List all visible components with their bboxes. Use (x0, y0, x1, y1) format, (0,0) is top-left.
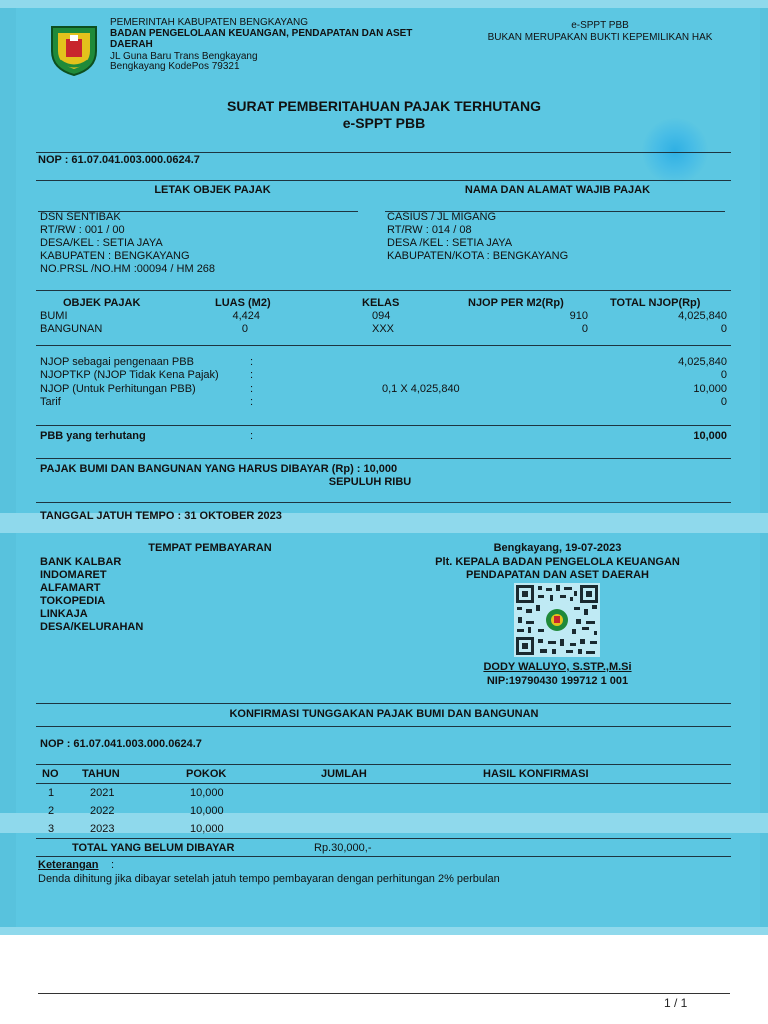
divider (36, 703, 731, 704)
divider (36, 726, 731, 727)
lower-band (0, 813, 768, 833)
calc-label: NJOP (Untuk Perhitungan PBB) (40, 383, 196, 395)
arrears-col-header: JUMLAH (321, 768, 367, 780)
doc-title: SURAT PEMBERITAHUAN PAJAK TERHUTANG (227, 98, 541, 114)
payment-place: BANK KALBAR (40, 556, 122, 568)
arrears-nop: NOP : 61.07.041.003.000.0624.7 (40, 738, 202, 750)
arrears-col-header: NO (42, 768, 59, 780)
address-line2: Bengkayang KodePos 79321 (110, 61, 240, 72)
address-line1: JL Guna Baru Trans Bengkayang (110, 51, 258, 62)
sign-place-date: Bengkayang, 19-07-2023 (493, 542, 622, 554)
payment-place: INDOMARET (40, 569, 107, 581)
cell: 4,025,840 (678, 310, 727, 322)
sign-title2: PENDAPATAN DAN ASET DAERAH (466, 569, 649, 581)
divider (36, 425, 731, 426)
taxpayer-heading: NAMA DAN ALAMAT WAJIB PAJAK (464, 184, 651, 196)
cell: 0 (581, 323, 588, 335)
cell: 0 (241, 323, 248, 335)
calc-value: 10,000 (693, 383, 727, 395)
arrears-cell: 10,000 (190, 805, 224, 817)
doc-subtitle: e-SPPT PBB (342, 115, 426, 131)
divider (36, 856, 731, 857)
object-address-line: KABUPATEN : BENGKAYANG (40, 250, 190, 262)
calc-colon: : (250, 396, 254, 408)
pbb-due-colon: : (250, 430, 254, 442)
divider (36, 290, 731, 291)
payment-place: TOKOPEDIA (40, 595, 106, 607)
divider (36, 345, 731, 346)
col-header: LUAS (M2) (215, 297, 271, 309)
pbb-due-value: 10,000 (693, 430, 727, 442)
payment-places-heading: TEMPAT PEMBAYARAN (148, 542, 272, 554)
object-location-heading: LETAK OBJEK PAJAK (154, 184, 271, 196)
cell: 094 (372, 310, 391, 322)
top-band (0, 0, 768, 8)
nop-number: NOP : 61.07.041.003.000.0624.7 (38, 154, 200, 166)
due-date: TANGGAL JATUH TEMPO : 31 OKTOBER 2023 (40, 510, 282, 522)
taxpayer-address-line: DESA /KEL : SETIA JAYA (387, 237, 513, 249)
calc-label: NJOPTKP (NJOP Tidak Kena Pajak) (40, 369, 219, 381)
taxpayer-address-line: CASIUS / JL MIGANG (387, 211, 497, 223)
amount-payable: PAJAK BUMI DAN BANGUNAN YANG HARUS DIBAYAR (Rp) : 10,000 (40, 463, 398, 475)
arrears-heading: KONFIRMASI TUNGGAKAN PAJAK BUMI DAN BANGUNAN (229, 708, 539, 720)
pbb-due-label: PBB yang terhutang (40, 430, 146, 442)
payment-place: LINKAJA (40, 608, 88, 620)
arrears-col-header: HASIL KONFIRMASI (483, 768, 589, 780)
watermark-seal (642, 118, 708, 184)
object-address-line: DSN SENTIBAK (40, 211, 121, 223)
object-address-line: DESA/KEL : SETIA JAYA (40, 237, 163, 249)
calc-label: NJOP sebagai pengenaan PBB (40, 356, 194, 368)
col-header: TOTAL NJOP(Rp) (610, 297, 701, 309)
qr-code-icon (514, 583, 600, 657)
gov-line3: DAERAH (110, 39, 153, 50)
page-indicator: 1 / 1 (664, 996, 688, 1010)
signer-name: DODY WALUYO, S.STP.,M.Si (483, 661, 632, 673)
arrears-cell: 2 (48, 805, 55, 817)
divider (36, 180, 731, 181)
divider (36, 152, 731, 153)
taxpayer-address-line: KABUPATEN/KOTA : BENGKAYANG (387, 250, 569, 262)
calc-value: 0 (720, 396, 727, 408)
arrears-col-header: TAHUN (82, 768, 120, 780)
arrears-cell: 2021 (90, 787, 115, 799)
gov-line2: BADAN PENGELOLAAN KEUANGAN, PENDAPATAN DAN ASET (110, 28, 413, 39)
arrears-total-value: Rp.30,000,- (314, 842, 372, 854)
arrears-cell: 10,000 (190, 823, 224, 835)
cell: BUMI (40, 310, 68, 322)
cell: BANGUNAN (40, 323, 103, 335)
calc-value: 4,025,840 (678, 356, 727, 368)
bottom-band (0, 927, 768, 935)
disclaimer: BUKAN MERUPAKAN BUKTI KEPEMILIKAN HAK (487, 32, 713, 43)
calc-label: Tarif (40, 396, 61, 408)
cell: XXX (372, 323, 395, 335)
arrears-cell: 2023 (90, 823, 115, 835)
arrears-cell: 1 (48, 787, 55, 799)
doc-tag: e-SPPT PBB (571, 20, 629, 31)
divider (36, 783, 731, 784)
cell: 0 (720, 323, 727, 335)
note-label: Keterangan (38, 859, 99, 871)
col-header: KELAS (362, 297, 400, 309)
cell: 910 (569, 310, 588, 322)
cell: 4,424 (232, 310, 260, 322)
col-header: OBJEK PAJAK (63, 297, 141, 309)
payment-place: DESA/KELURAHAN (40, 621, 144, 633)
note-text: Denda dihitung jika dibayar setelah jatuh tempo pembayaran dengan perhitungan 2% perbulan (38, 873, 500, 885)
calc-colon: : (250, 356, 254, 368)
calc-value: 0 (720, 369, 727, 381)
divider (36, 764, 731, 765)
calc-colon: : (250, 369, 254, 381)
divider (36, 458, 731, 459)
amount-in-words: SEPULUH RIBU (328, 476, 412, 488)
arrears-total-label: TOTAL YANG BELUM DIBAYAR (72, 842, 235, 854)
divider (36, 502, 731, 503)
object-address-line: NO.PRSL /NO.HM :00094 / HM 268 (40, 263, 216, 275)
divider (36, 838, 731, 839)
note-separator: : (111, 859, 115, 871)
calc-formula: 0,1 X 4,025,840 (382, 383, 460, 395)
col-header: NJOP PER M2(Rp) (468, 297, 564, 309)
gov-line1: PEMERINTAH KABUPATEN BENGKAYANG (110, 17, 308, 28)
arrears-cell: 2022 (90, 805, 115, 817)
arrears-col-header: POKOK (186, 768, 227, 780)
regency-crest-logo (46, 21, 102, 77)
signer-nip: NIP:19790430 199712 1 001 (486, 675, 629, 687)
payment-place: ALFAMART (40, 582, 101, 594)
arrears-cell: 10,000 (190, 787, 224, 799)
page-footer-rule (38, 993, 730, 994)
arrears-cell: 3 (48, 823, 55, 835)
taxpayer-address-line: RT/RW : 014 / 08 (387, 224, 472, 236)
sign-title1: Plt. KEPALA BADAN PENGELOLA KEUANGAN (435, 556, 680, 568)
calc-colon: : (250, 383, 254, 395)
object-address-line: RT/RW : 001 / 00 (40, 224, 125, 236)
